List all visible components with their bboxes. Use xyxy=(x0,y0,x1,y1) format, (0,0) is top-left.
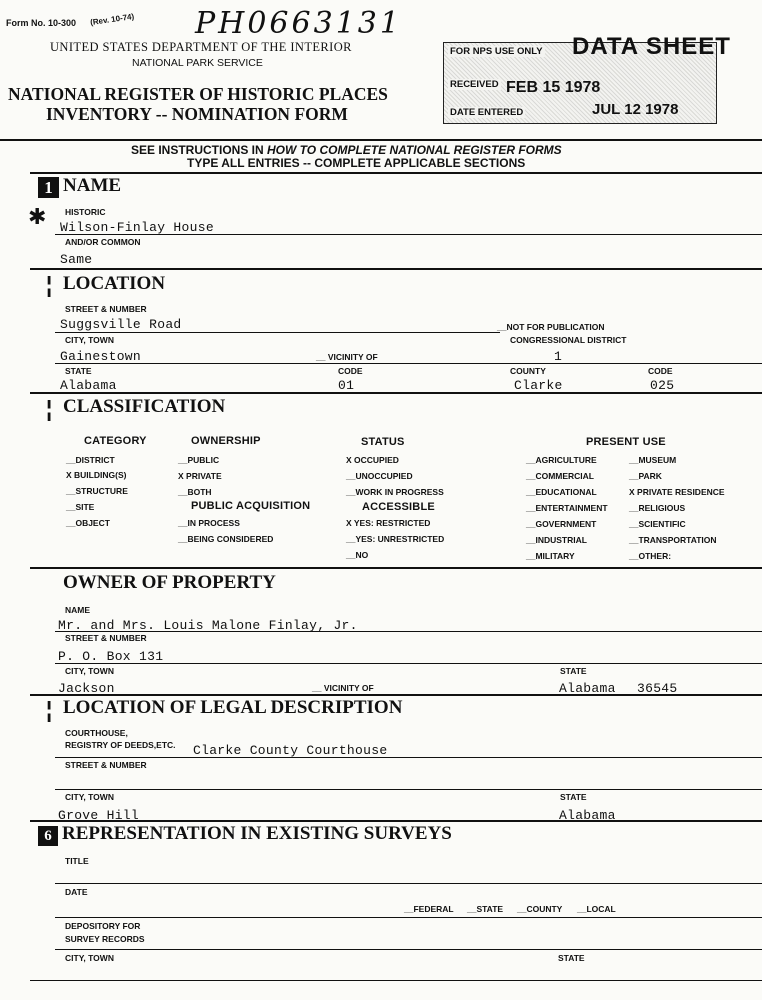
ownership-both[interactable]: __BOTH xyxy=(178,487,212,497)
category-object[interactable]: __OBJECT xyxy=(66,518,110,528)
location-state-label: STATE xyxy=(65,366,92,376)
owner-state-label: STATE xyxy=(560,666,587,676)
depository-label-line2: SURVEY RECORDS xyxy=(65,934,145,944)
use-transportation[interactable]: __TRANSPORTATION xyxy=(629,535,717,545)
survey-federal-option[interactable]: __FEDERAL xyxy=(404,904,454,914)
status-work-in-progress[interactable]: __WORK IN PROGRESS xyxy=(346,487,444,497)
name-heading: NAME xyxy=(63,175,122,196)
legal-state-label: STATE xyxy=(560,792,587,802)
survey-state-label: STATE xyxy=(558,953,585,963)
survey-state-option[interactable]: __STATE xyxy=(467,904,504,914)
owner-zip-value: 36545 xyxy=(637,681,678,696)
section-divider xyxy=(30,268,762,270)
section-marker: ¦ xyxy=(46,697,53,722)
owner-vicinity-option[interactable]: __ VICINITY OF xyxy=(312,683,374,693)
registry-label: REGISTRY OF DEEDS,ETC. xyxy=(65,740,176,750)
date-entered-stamp: JUL 12 1978 xyxy=(592,101,679,118)
state-code-value: 01 xyxy=(338,378,355,393)
nps-use-only-box xyxy=(443,33,731,124)
data-sheet-stamp: DATA SHEET xyxy=(572,33,731,60)
field-rule xyxy=(55,757,762,758)
vicinity-label: VICINITY OF xyxy=(327,352,378,362)
field-rule xyxy=(55,949,762,950)
state-code-label: CODE xyxy=(338,366,363,376)
location-vicinity-option[interactable]: __ VICINITY OF xyxy=(316,352,378,362)
date-entered-label: DATE ENTERED xyxy=(450,107,524,118)
ownership-public[interactable]: __PUBLIC xyxy=(178,455,220,465)
use-government[interactable]: __GOVERNMENT xyxy=(526,519,597,529)
public-acquisition-being-considered[interactable]: __BEING CONSIDERED xyxy=(178,534,274,544)
use-private-residence[interactable]: X PRIVATE RESIDENCE xyxy=(629,487,725,497)
location-heading: LOCATION xyxy=(63,273,166,294)
section-marker: ¦ xyxy=(46,272,53,297)
section-number-6: 6 xyxy=(38,826,58,846)
classification-heading: CLASSIFICATION xyxy=(63,396,226,417)
section-divider xyxy=(30,172,762,174)
use-museum[interactable]: __MUSEUM xyxy=(629,455,677,465)
common-name-label: AND/OR COMMON xyxy=(65,237,141,247)
use-agriculture[interactable]: __AGRICULTURE xyxy=(526,455,597,465)
category-district[interactable]: __DISTRICT xyxy=(66,455,115,465)
instructions-title: HOW TO COMPLETE NATIONAL REGISTER FORMS xyxy=(267,143,562,157)
field-rule xyxy=(55,363,762,364)
received-date-stamp: FEB 15 1978 xyxy=(506,79,601,96)
legal-city-value: Grove Hill xyxy=(58,808,140,823)
instructions-prefix: SEE INSTRUCTIONS IN xyxy=(131,143,268,157)
status-unoccupied[interactable]: __UNOCCUPIED xyxy=(346,471,413,481)
category-site[interactable]: __SITE xyxy=(66,502,95,512)
instructions-line2: TYPE ALL ENTRIES -- COMPLETE APPLICABLE SECTIONS xyxy=(187,156,526,170)
survey-city-label: CITY, TOWN xyxy=(65,953,114,963)
form-title-line2: INVENTORY -- NOMINATION FORM xyxy=(46,104,348,124)
ownership-private[interactable]: X PRIVATE xyxy=(178,471,222,481)
accessible-unrestricted[interactable]: __YES: UNRESTRICTED xyxy=(346,534,445,544)
location-street-value: Suggsville Road xyxy=(60,317,182,332)
status-occupied[interactable]: X OCCUPIED xyxy=(346,455,399,465)
county-code-label: CODE xyxy=(648,366,673,376)
category-structure[interactable]: __STRUCTURE xyxy=(66,486,128,496)
field-rule xyxy=(30,980,762,981)
use-entertainment[interactable]: __ENTERTAINMENT xyxy=(526,503,608,513)
location-street-label: STREET & NUMBER xyxy=(65,304,147,314)
field-rule xyxy=(55,234,762,235)
owner-city-value: Jackson xyxy=(58,681,115,696)
legal-city-label: CITY, TOWN xyxy=(65,792,114,802)
common-name-value: Same xyxy=(60,252,93,267)
county-value: Clarke xyxy=(514,378,563,393)
legal-heading: LOCATION OF LEGAL DESCRIPTION xyxy=(63,697,403,718)
revision-label: (Rev. 10-74) xyxy=(89,11,135,28)
form-number: Form No. 10-300 xyxy=(6,18,77,28)
asterisk-mark: ✱ xyxy=(28,205,47,230)
instructions-line1 xyxy=(131,143,562,157)
nps-use-only-label: FOR NPS USE ONLY xyxy=(450,46,543,57)
present-use-heading: PRESENT USE xyxy=(586,436,666,448)
owner-city-label: CITY, TOWN xyxy=(65,666,114,676)
vicinity-label: VICINITY OF xyxy=(323,683,374,693)
section-number-1: 1 xyxy=(38,177,59,198)
field-rule xyxy=(55,789,762,790)
location-city-value: Gainestown xyxy=(60,349,142,364)
section-divider xyxy=(30,694,762,696)
use-military[interactable]: __MILITARY xyxy=(526,551,575,561)
received-label: RECEIVED xyxy=(450,79,499,90)
use-religious[interactable]: __RELIGIOUS xyxy=(629,503,686,513)
survey-county-option[interactable]: __COUNTY xyxy=(517,904,563,914)
section-marker: ¦ xyxy=(46,396,53,421)
accessible-heading: ACCESSIBLE xyxy=(362,501,435,513)
section-divider xyxy=(30,820,762,822)
use-park[interactable]: __PARK xyxy=(629,471,662,481)
field-rule xyxy=(55,883,762,884)
handwritten-id: PH0663131 xyxy=(195,6,402,41)
category-heading: CATEGORY xyxy=(84,435,147,447)
congressional-district-value: 1 xyxy=(554,349,563,364)
owner-name-label: NAME xyxy=(65,605,91,615)
field-rule xyxy=(55,663,762,664)
not-for-publication-option[interactable]: __NOT FOR PUBLICATION xyxy=(497,322,605,332)
historic-name-value: Wilson-Finlay House xyxy=(60,220,214,235)
owner-heading: OWNER OF PROPERTY xyxy=(63,572,276,593)
depository-label-line1: DEPOSITORY FOR xyxy=(65,921,141,931)
section-divider xyxy=(30,392,762,394)
form-title-line1: NATIONAL REGISTER OF HISTORIC PLACES xyxy=(8,84,388,104)
header-divider xyxy=(0,139,762,141)
county-label: COUNTY xyxy=(510,366,546,376)
owner-state-value: Alabama xyxy=(559,681,616,696)
courthouse-label: COURTHOUSE, xyxy=(65,728,128,738)
surveys-heading: REPRESENTATION IN EXISTING SURVEYS xyxy=(62,823,452,844)
field-rule xyxy=(55,917,762,918)
accessible-no[interactable]: __NO xyxy=(346,550,369,560)
historic-label: HISTORIC xyxy=(65,207,106,217)
use-educational[interactable]: __EDUCATIONAL xyxy=(526,487,597,497)
service-name: NATIONAL PARK SERVICE xyxy=(132,57,263,69)
legal-street-label: STREET & NUMBER xyxy=(65,760,147,770)
field-rule xyxy=(55,332,500,333)
owner-street-label: STREET & NUMBER xyxy=(65,633,147,643)
public-acquisition-in-process[interactable]: __IN PROCESS xyxy=(178,518,240,528)
legal-state-value: Alabama xyxy=(559,808,616,823)
registry-value: Clarke County Courthouse xyxy=(193,743,388,758)
use-industrial[interactable]: __INDUSTRIAL xyxy=(526,535,587,545)
congressional-district-label: CONGRESSIONAL DISTRICT xyxy=(510,335,627,345)
survey-date-label: DATE xyxy=(65,887,88,897)
location-city-label: CITY, TOWN xyxy=(65,335,114,345)
use-other[interactable]: __OTHER: xyxy=(629,551,672,561)
use-scientific[interactable]: __SCIENTIFIC xyxy=(629,519,686,529)
location-state-value: Alabama xyxy=(60,378,117,393)
status-heading: STATUS xyxy=(361,436,405,448)
department-name: UNITED STATES DEPARTMENT OF THE INTERIOR xyxy=(50,40,352,54)
accessible-restricted[interactable]: X YES: RESTRICTED xyxy=(346,518,431,528)
use-commercial[interactable]: __COMMERCIAL xyxy=(526,471,595,481)
survey-title-label: TITLE xyxy=(65,856,89,866)
owner-name-value: Mr. and Mrs. Louis Malone Finlay, Jr. xyxy=(58,618,358,633)
ownership-heading: OWNERSHIP xyxy=(191,435,261,447)
section-divider xyxy=(30,567,762,569)
category-buildings[interactable]: X BUILDING(S) xyxy=(66,470,127,480)
county-code-value: 025 xyxy=(650,378,675,393)
owner-street-value: P. O. Box 131 xyxy=(58,649,164,664)
field-rule xyxy=(55,631,762,632)
public-acquisition-heading: PUBLIC ACQUISITION xyxy=(191,500,311,512)
survey-local-option[interactable]: __LOCAL xyxy=(577,904,616,914)
